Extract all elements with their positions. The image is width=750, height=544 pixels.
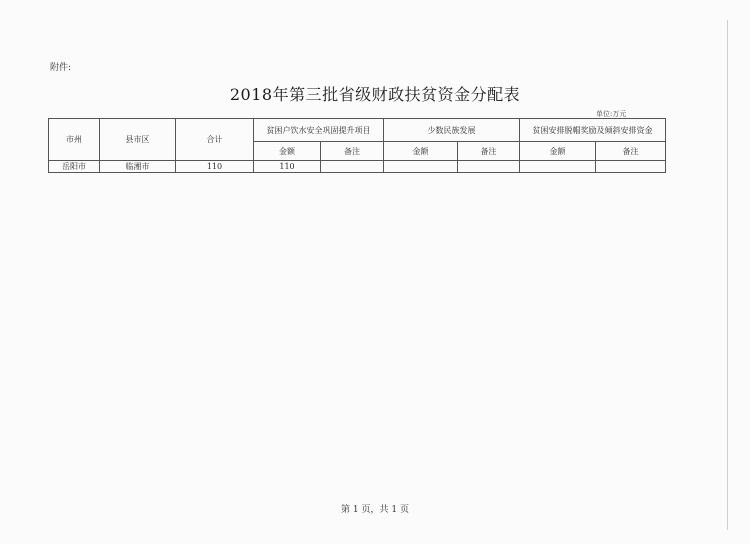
header-amount: 金额: [384, 142, 458, 161]
header-amount: 金额: [520, 142, 596, 161]
table-header-row: [49, 119, 666, 142]
header-county: 县市区: [100, 119, 176, 161]
cell-total: 110: [176, 161, 254, 173]
cell-minority-amount: [384, 161, 458, 173]
cell-city: 岳阳市: [49, 161, 100, 173]
header-minority-development: 少数民族发展: [384, 119, 520, 142]
header-poverty-reward: 贫困安排脱帽奖励及倾斜安排资金: [520, 119, 666, 142]
cell-minority-remark: [458, 161, 520, 173]
cell-county: 临湘市: [100, 161, 176, 173]
cell-reward-remark: [596, 161, 666, 173]
header-remark: 备注: [321, 142, 384, 161]
cell-reward-amount: [520, 161, 596, 173]
table-row: [49, 161, 666, 173]
header-amount: 金额: [254, 142, 321, 161]
page-footer: 第 1 页，共 1 页: [341, 505, 409, 515]
header-water-safety: 贫困户饮水安全巩固提升项目: [254, 119, 384, 142]
scan-edge-line: [727, 20, 728, 530]
header-city: 市州: [49, 119, 100, 161]
header-remark: 备注: [596, 142, 666, 161]
unit-label: 单位:万元: [596, 110, 627, 118]
cell-water-remark: [321, 161, 384, 173]
header-remark: 备注: [458, 142, 520, 161]
allocation-table: [48, 118, 666, 173]
header-total: 合计: [176, 119, 254, 161]
attachment-label: 附件:: [50, 63, 72, 73]
document-title: 2018年第三批省级财政扶贫资金分配表: [229, 85, 521, 104]
cell-water-amount: 110: [254, 161, 321, 173]
